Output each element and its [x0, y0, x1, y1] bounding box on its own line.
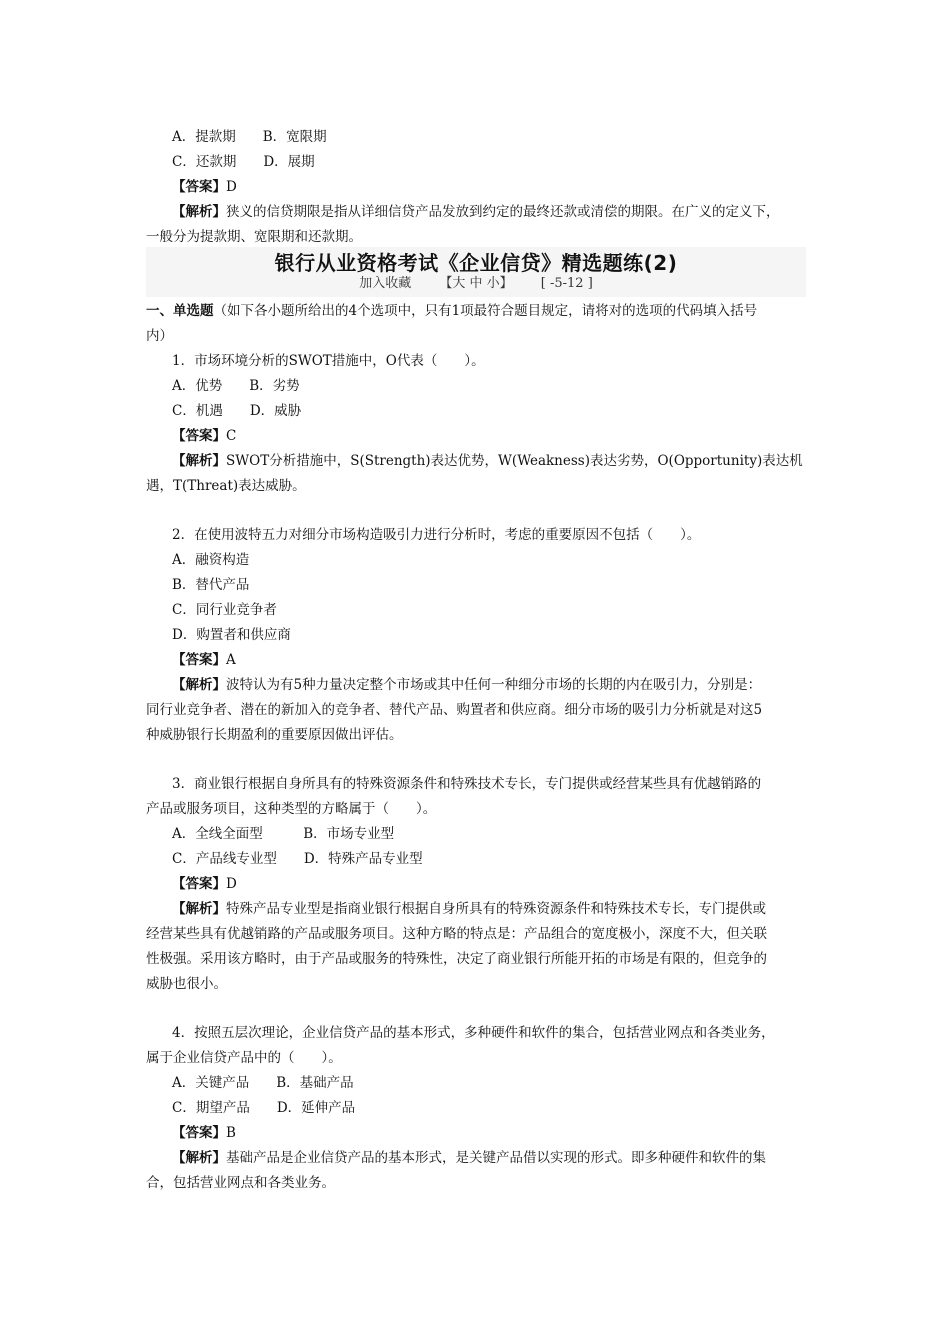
answer-line: [172, 1121, 836, 1146]
answer-value: B: [226, 1125, 236, 1141]
option-line: A．优势 B．劣势: [172, 378, 300, 394]
question-1: 1．市场环境分析的SWOT措施中，O代表（ ）。: [172, 353, 485, 369]
question-4: 4．按照五层次理论，企业信贷产品的基本形式，多种硬件和软件的集合，包括营业网点和各类业务，: [172, 1025, 775, 1041]
analysis-label: 【解析】: [172, 901, 226, 917]
analysis-line: 性极强。采用该方略时，由于产品或服务的特殊性，决定了商业银行所能开拓的市场是有限的，但竞争的: [146, 951, 767, 967]
analysis-line: 种威胁银行长期盈利的重要原因做出评估。: [146, 727, 403, 743]
answer-line: [172, 648, 836, 673]
publish-date: [ -5-12 ]: [540, 276, 593, 291]
analysis-line: 合，包括营业网点和各类业务。: [146, 1175, 335, 1191]
answer-value: A: [226, 652, 236, 668]
question-2: 2．在使用波特五力对细分市场构造吸引力进行分析时，考虑的重要原因不包括（ ）。: [172, 527, 701, 543]
option-line: B．替代产品: [172, 577, 250, 593]
analysis-line: 同行业竞争者、潜在的新加入的竞争者、替代产品、购置者和供应商。细分市场的吸引力分析就是对这5: [146, 702, 763, 718]
answer-line: [172, 424, 836, 449]
option-line: C．同行业竞争者: [172, 602, 277, 618]
analysis-line: [172, 897, 836, 922]
answer-value: D: [226, 179, 237, 195]
answer-line: [172, 872, 836, 897]
analysis-label: 【解析】: [172, 677, 226, 693]
analysis-line: 一般分为提款期、宽限期和还款期。: [146, 229, 362, 245]
analysis-line: [172, 200, 836, 225]
analysis-text: 波特认为有5种力量决定整个市场或其中任何一种细分市场的长期的内在吸引力，分别是：: [226, 677, 762, 693]
answer-line: [172, 175, 836, 200]
analysis-line: [172, 449, 836, 474]
answer-value: C: [226, 428, 237, 444]
analysis-text: 基础产品是企业信贷产品的基本形式，是关键产品借以实现的形式。即多种硬件和软件的集: [226, 1150, 766, 1166]
font-size-switch[interactable]: 【大 中 小】: [439, 276, 513, 291]
question-3: 3．商业银行根据自身所具有的特殊资源条件和特殊技术专长，专门提供或经营某些具有优越销路的: [172, 776, 762, 792]
answer-label: 【答案】: [172, 179, 226, 195]
question-4-cont: 属于企业信贷产品中的（ ）。: [146, 1050, 342, 1066]
article-meta: [146, 274, 806, 294]
answer-label: 【答案】: [172, 428, 226, 444]
analysis-line: 威胁也很小。: [146, 976, 227, 992]
analysis-text: SWOT分析措施中，S(Strength)表达优势，W(Weakness)表达劣势，O(Opportunity)表达机: [226, 453, 803, 469]
analysis-label: 【解析】: [172, 1150, 226, 1166]
article-header: [146, 247, 806, 297]
section-desc: （如下各小题所给出的4个选项中，只有1项最符合题目规定，请将对的选项的代码填入括号: [213, 303, 758, 319]
analysis-line: 遇，T(Threat)表达威胁。: [146, 478, 306, 494]
analysis-line: [172, 673, 836, 698]
option-line: A．提款期 B．宽限期: [172, 129, 327, 145]
question-3-cont: 产品或服务项目，这种类型的方略属于（ ）。: [146, 801, 437, 817]
section-desc-line: 内）: [146, 328, 173, 344]
page-title: 银行从业资格考试《企业信贷》精选题练(2): [274, 251, 678, 275]
analysis-line: [172, 1146, 836, 1171]
analysis-label: 【解析】: [172, 453, 226, 469]
option-line: C．产品线专业型 D．特殊产品专业型: [172, 851, 423, 867]
option-line: C．还款期 D．展期: [172, 154, 315, 170]
answer-value: D: [226, 876, 237, 892]
option-line: D．购置者和供应商: [172, 627, 291, 643]
add-favorite-link[interactable]: 加入收藏: [359, 276, 412, 291]
answer-label: 【答案】: [172, 652, 226, 668]
analysis-line: 经营某些具有优越销路的产品或服务项目。这种方略的特点是：产品组合的宽度极小，深度不大，但关联: [146, 926, 767, 942]
option-line: A．全线全面型 B．市场专业型: [172, 826, 395, 842]
section-heading: [146, 299, 810, 324]
analysis-text: 狭义的信贷期限是指从详细信贷产品发放到约定的最终还款或清偿的期限。在广义的定义下，: [226, 204, 780, 220]
analysis-text: 特殊产品专业型是指商业银行根据自身所具有的特殊资源条件和特殊技术专长，专门提供或: [226, 901, 766, 917]
answer-label: 【答案】: [172, 876, 226, 892]
answer-label: 【答案】: [172, 1125, 226, 1141]
option-line: C．期望产品 D．延伸产品: [172, 1100, 356, 1116]
option-line: A．融资构造: [172, 552, 250, 568]
option-line: C．机遇 D．威胁: [172, 403, 302, 419]
analysis-label: 【解析】: [172, 204, 226, 220]
option-line: A．关键产品 B．基础产品: [172, 1075, 354, 1091]
section-label: 一、单选题: [146, 303, 214, 319]
